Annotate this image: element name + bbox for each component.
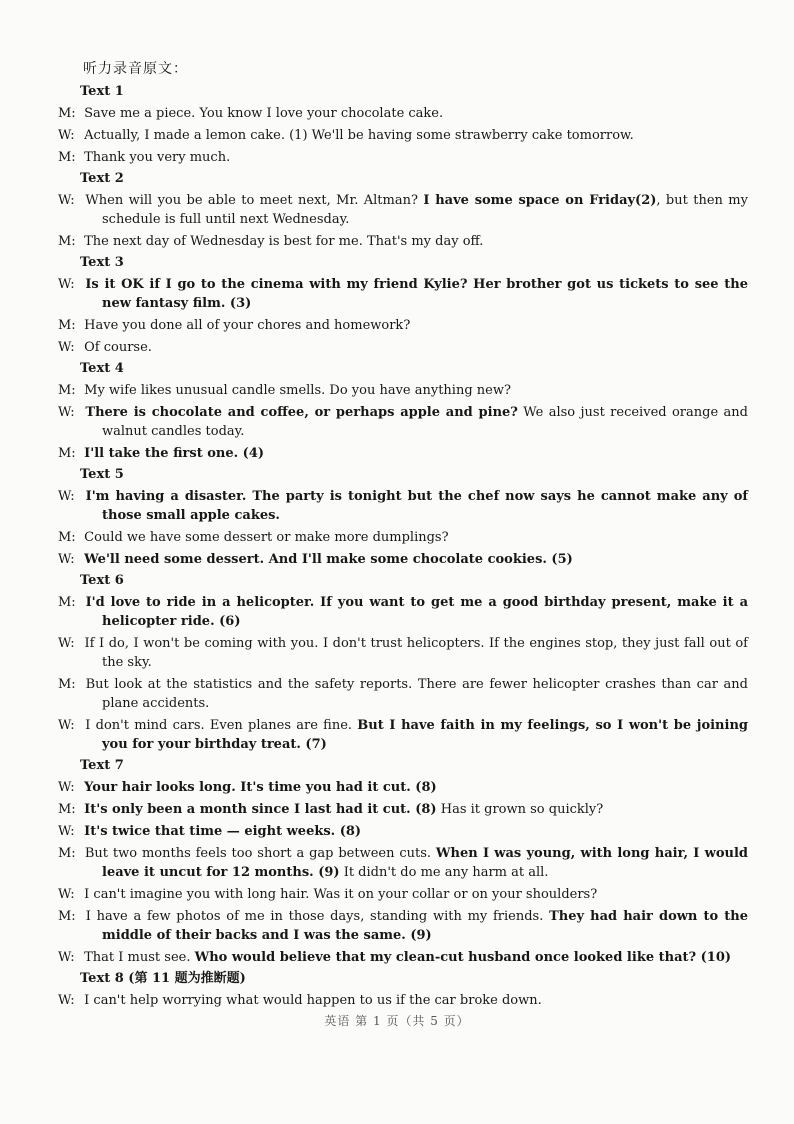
utterance-text: I'm having a disaster. The party is tonight but the chef now says he cannot make any of those small apple cakes. <box>85 489 748 523</box>
dialogue-line: W: Actually, I made a lemon cake. (1) We'll be having some strawberry cake tomorrow. <box>58 128 634 143</box>
utterance-text: They had hair down to the middle of their backs and I was the same. (9) <box>102 909 749 943</box>
dialogue-line: M: I have a few photos of me in those days, standing with my friends. They had hair down to the middle of their backs and I was the same. (9) <box>58 909 749 943</box>
dialogue-line: W: Is it OK if I go to the cinema with my friend Kylie? Her brother got us tickets to see the new fantasy film. (3) <box>58 277 748 311</box>
utterance-text: It didn't do me any harm at all. <box>339 865 549 880</box>
utterance-text: If I do, I won't be coming with you. I don't trust helicopters. If the engines stop, they just fall out of the sky. <box>84 636 748 670</box>
utterance-text: The next day of Wednesday is best for me. That's my day off. <box>84 234 484 249</box>
utterance-text: Have you done all of your chores and homework? <box>84 318 411 333</box>
utterance-text: When I was young, with long hair, I would leave it uncut for 12 months. (9) <box>102 846 748 880</box>
utterance-text: Has it grown so quickly? <box>436 802 604 817</box>
utterance-text: It's twice that time — eight weeks. (8) <box>84 824 362 839</box>
dialogue-line: W: There is chocolate and coffee, or perhaps apple and pine? We also just received orange and walnut candles today. <box>58 405 748 439</box>
dialogue-line: W: It's twice that time — eight weeks. (8) <box>58 824 362 839</box>
utterance-text: My wife likes unusual candle smells. Do you have anything new? <box>84 383 511 398</box>
dialogue-line: W: When will you be able to meet next, Mr. Altman? I have some space on Friday(2), but then my schedule is full until next Wednesday. <box>58 193 748 227</box>
dialogue-line: W: I don't mind cars. Even planes are fine. But I have faith in my feelings, so I won't be joining you for your birthday treat. (7) <box>58 718 748 752</box>
utterance-text: Of course. <box>84 340 152 355</box>
utterance-text: I can't imagine you with long hair. Was it on your collar or on your shoulders? <box>84 887 598 902</box>
section-title: Text 4 <box>80 361 124 376</box>
dialogue-line: M: Could we have some dessert or make more dumplings? <box>58 530 449 545</box>
dialogue-line: M: Thank you very much. <box>58 150 231 165</box>
section-title: Text 5 <box>80 467 124 482</box>
utterance-text: Thank you very much. <box>84 150 231 165</box>
section-title: Text 1 <box>80 84 124 99</box>
section-title: Text 6 <box>80 573 124 588</box>
dialogue-line: W: I'm having a disaster. The party is tonight but the chef now says he cannot make any of those small apple cakes. <box>58 489 748 523</box>
utterance-text: But two months feels too short a gap between cuts. <box>84 846 436 861</box>
dialogue-line: W: That I must see. Who would believe that my clean-cut husband once looked like that? (10) <box>58 950 732 965</box>
section-title: Text 8 (第 11 题为推断题) <box>80 971 246 986</box>
transcript-content <box>58 80 749 1013</box>
dialogue-line: W: If I do, I won't be coming with you. I don't trust helicopters. If the engines stop, they just fall out of the sky. <box>58 636 748 670</box>
utterance-text: Save me a piece. You know I love your chocolate cake. <box>84 106 444 121</box>
dialogue-line: M: My wife likes unusual candle smells. Do you have anything new? <box>58 383 511 398</box>
utterance-text: When will you be able to meet next, Mr. Altman? <box>85 193 424 208</box>
dialogue-line: M: Save me a piece. You know I love your chocolate cake. <box>58 106 444 121</box>
section-title: Text 3 <box>80 255 124 270</box>
utterance-text: But I have faith in my feelings, so I won't be joining you for your birthday treat. (7) <box>102 718 748 752</box>
utterance-text: There is chocolate and coffee, or perhaps apple and pine? <box>85 405 518 420</box>
utterance-text: I have some space on Friday(2) <box>423 193 657 208</box>
utterance-text: Your hair looks long. It's time you had it cut. (8) <box>84 780 437 795</box>
dialogue-line: M: I'd love to ride in a helicopter. If you want to get me a good birthday present, make it a helicopter ride. (6) <box>58 595 748 629</box>
dialogue-line: M: Have you done all of your chores and homework? <box>58 318 411 333</box>
utterance-text: Who would believe that my clean-cut husband once looked like that? (10) <box>194 950 732 965</box>
utterance-text: We'll need some dessert. And I'll make some chocolate cookies. (5) <box>84 552 573 567</box>
utterance-text: , but then my schedule is full until next Wednesday. <box>102 193 748 227</box>
dialogue-line: W: Your hair looks long. It's time you had it cut. (8) <box>58 780 437 795</box>
utterance-text: Actually, I made a lemon cake. (1) We'll be having some strawberry cake tomorrow. <box>84 128 634 143</box>
utterance-text: I don't mind cars. Even planes are fine. <box>85 718 358 733</box>
utterance-text: I have a few photos of me in those days, standing with my friends. <box>85 909 550 924</box>
page-footer: 英语 第 1 页（共 5 页） <box>324 1014 470 1028</box>
dialogue-line: W: Of course. <box>58 340 152 355</box>
utterance-text: I'd love to ride in a helicopter. If you want to get me a good birthday present, make it a helicopter ride. (6) <box>85 595 748 629</box>
dialogue-line: W: We'll need some dessert. And I'll make some chocolate cookies. (5) <box>58 552 573 567</box>
dialogue-line: M: The next day of Wednesday is best for me. That's my day off. <box>58 234 484 249</box>
section-title: Text 7 <box>80 758 124 773</box>
utterance-text: But look at the statistics and the safety reports. There are fewer helicopter crashes than car and plane accidents. <box>85 677 748 711</box>
utterance-text: Could we have some dessert or make more dumplings? <box>84 530 449 545</box>
dialogue-line: W: I can't imagine you with long hair. Was it on your collar or on your shoulders? <box>58 887 598 902</box>
utterance-text: It's only been a month since I last had it cut. (8) <box>84 802 437 817</box>
dialogue-line: M: But two months feels too short a gap between cuts. When I was young, with long hair, I would leave it uncut for 12 months. (9) It didn't do me any harm at all. <box>58 846 748 880</box>
utterance-text: That I must see. <box>84 950 195 965</box>
dialogue-line: M: But look at the statistics and the safety reports. There are fewer helicopter crashes than car and plane accidents. <box>58 677 748 711</box>
utterance-text: I can't help worrying what would happen to us if the car broke down. <box>84 993 542 1008</box>
section-title: Text 2 <box>80 171 124 186</box>
utterance-text: I'll take the first one. (4) <box>84 446 265 461</box>
utterance-text: Is it OK if I go to the cinema with my friend Kylie? Her brother got us tickets to see the new fantasy film. (3) <box>85 277 748 311</box>
dialogue-line: M: It's only been a month since I last had it cut. (8) Has it grown so quickly? <box>58 802 604 817</box>
utterance-text: We also just received orange and walnut candles today. <box>102 405 748 439</box>
dialogue-line: W: I can't help worrying what would happen to us if the car broke down. <box>58 993 542 1008</box>
dialogue-line: M: I'll take the first one. (4) <box>58 446 265 461</box>
page-header: 听力录音原文： <box>83 61 188 77</box>
